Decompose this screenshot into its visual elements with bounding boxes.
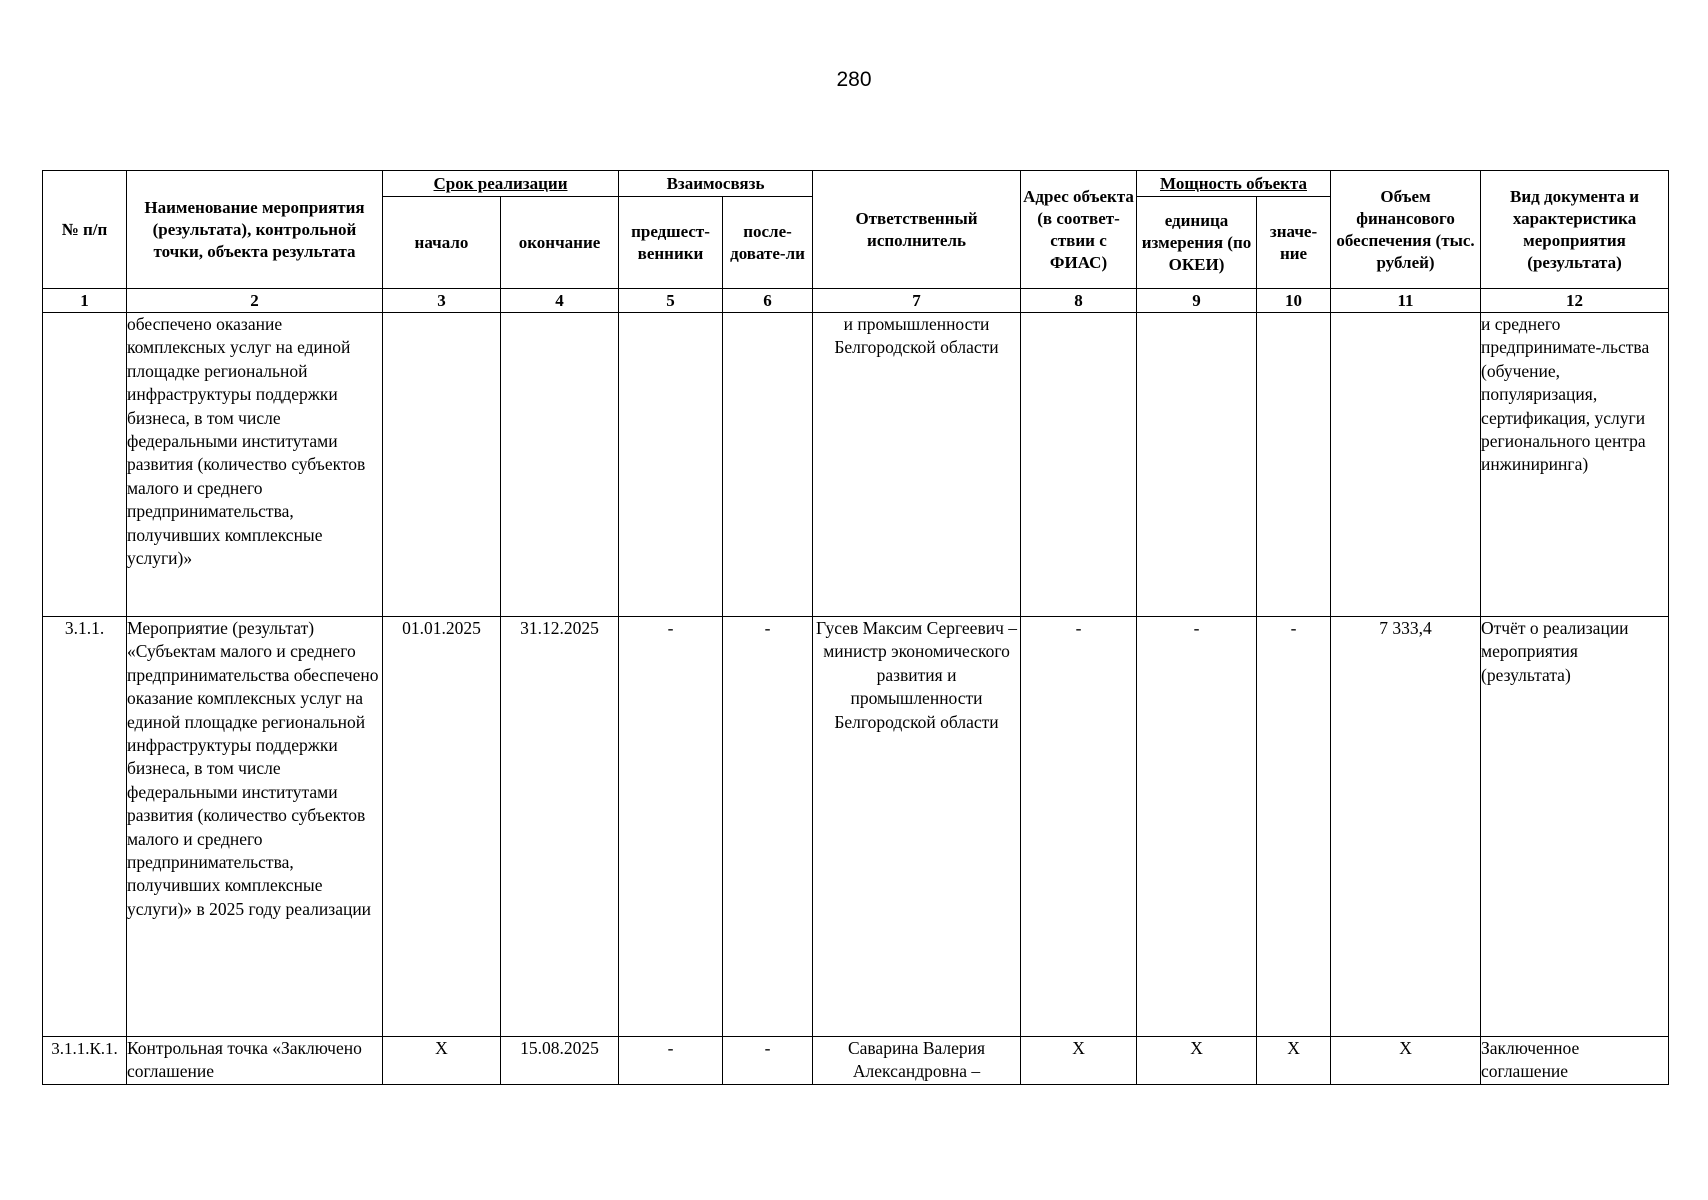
header-finance: Объем финансового обеспечения (тыс. рублей) (1331, 171, 1481, 289)
header-capacity: Мощность объекта (1137, 171, 1331, 197)
row-name: Мероприятие (результат) «Субъектам малого и среднего предпринимательства обеспечено оказание комплексных услуг на единой площадке региональной инфраструктуры поддержки бизнеса, в том числе федеральными институтами развития (количество субъектов малого и среднего предпринимательства, получивших комплексные услуги)» в 2025 году реализации (127, 617, 383, 1037)
row-finance (1331, 313, 1481, 617)
row-responsible: Гусев Максим Сергеевич – министр экономического развития и промышленности Белгородской области (813, 617, 1021, 1037)
row-end: 15.08.2025 (501, 1037, 619, 1085)
header-period: Срок реализации (383, 171, 619, 197)
row-unit: - (1137, 617, 1257, 1037)
row-name: Контрольная точка «Заключено соглашение (127, 1037, 383, 1085)
header-value: значе-ние (1257, 197, 1331, 289)
row-predecessors: - (619, 1037, 723, 1085)
table-row (43, 313, 1669, 617)
row-start: 01.01.2025 (383, 617, 501, 1037)
row-start (383, 313, 501, 617)
event-plan-table (42, 170, 1669, 1085)
column-number: 6 (723, 289, 813, 313)
row-num: 3.1.1.К.1. (43, 1037, 127, 1085)
column-number: 8 (1021, 289, 1137, 313)
header-responsible: Ответственный исполнитель (813, 171, 1021, 289)
row-address: - (1021, 617, 1137, 1037)
column-number: 10 (1257, 289, 1331, 313)
row-end: 31.12.2025 (501, 617, 619, 1037)
header-unit: единица измерения (по ОКЕИ) (1137, 197, 1257, 289)
row-address: Х (1021, 1037, 1137, 1085)
column-number: 5 (619, 289, 723, 313)
row-end (501, 313, 619, 617)
table-row (43, 1037, 1669, 1085)
row-successors: - (723, 1037, 813, 1085)
column-number: 4 (501, 289, 619, 313)
row-value (1257, 313, 1331, 617)
row-unit: Х (1137, 1037, 1257, 1085)
table-row (43, 617, 1669, 1037)
header-doctype: Вид документа и характеристика мероприятия (результата) (1481, 171, 1669, 289)
row-num: 3.1.1. (43, 617, 127, 1037)
header-relation: Взаимосвязь (619, 171, 813, 197)
row-successors (723, 313, 813, 617)
row-unit (1137, 313, 1257, 617)
header-name: Наименование мероприятия (результата), контрольной точки, объекта результата (127, 171, 383, 289)
header-end: окончание (501, 197, 619, 289)
row-name: обеспечено оказание комплексных услуг на единой площадке региональной инфраструктуры поддержки бизнеса, в том числе федеральными институтами развития (количество субъектов малого и среднего предпринимательства, получивших комплексные услуги)» (127, 313, 383, 617)
row-finance: 7 333,4 (1331, 617, 1481, 1037)
column-number: 2 (127, 289, 383, 313)
column-number: 12 (1481, 289, 1669, 313)
column-number: 3 (383, 289, 501, 313)
row-finance: Х (1331, 1037, 1481, 1085)
row-num (43, 313, 127, 617)
row-responsible: и промышленности Белгородской области (813, 313, 1021, 617)
header-predecessors: предшест-венники (619, 197, 723, 289)
header-num: № п/п (43, 171, 127, 289)
header-successors: после-довате-ли (723, 197, 813, 289)
row-doctype: Заключенное соглашение (1481, 1037, 1669, 1085)
column-number: 7 (813, 289, 1021, 313)
page-number: 280 (836, 68, 872, 91)
row-doctype: и среднего предпринимате-льства (обучение, популяризация, сертификация, услуги регионального центра инжиниринга) (1481, 313, 1669, 617)
row-value: Х (1257, 1037, 1331, 1085)
row-successors: - (723, 617, 813, 1037)
row-predecessors (619, 313, 723, 617)
row-doctype: Отчёт о реализации мероприятия (результата) (1481, 617, 1669, 1037)
column-number: 11 (1331, 289, 1481, 313)
row-address (1021, 313, 1137, 617)
header-start: начало (383, 197, 501, 289)
row-responsible: Саварина Валерия Александровна – (813, 1037, 1021, 1085)
column-number: 1 (43, 289, 127, 313)
header-address: Адрес объекта (в соответ-ствии с ФИАС) (1021, 171, 1137, 289)
row-start: Х (383, 1037, 501, 1085)
column-number: 9 (1137, 289, 1257, 313)
row-value: - (1257, 617, 1331, 1037)
row-predecessors: - (619, 617, 723, 1037)
